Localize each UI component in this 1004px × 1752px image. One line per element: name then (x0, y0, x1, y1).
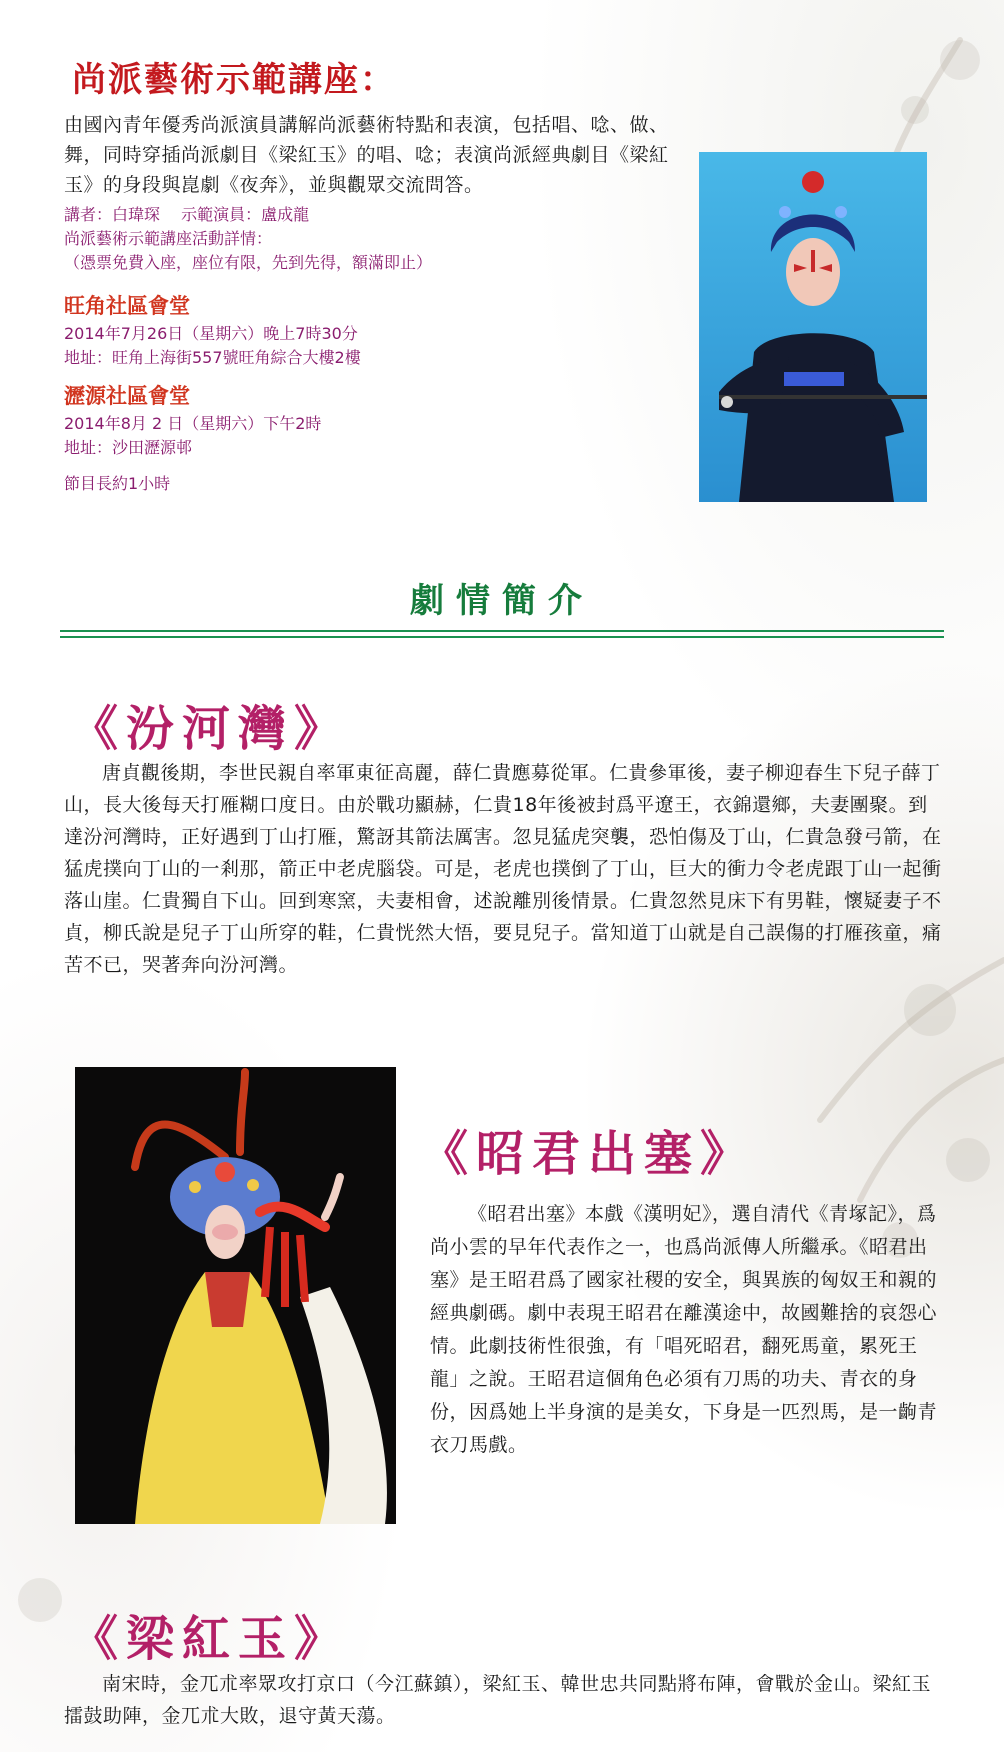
lecture-admission-note: （憑票免費入座，座位有限，先到先得，額滿即止） (64, 253, 433, 272)
play-synopsis-fenhewan: 唐貞觀後期，李世民親自率軍東征高麗，薛仁貴應募從軍。仁貴參軍後，妻子柳迎春生下兒子薛丁山，長大後每天打雁糊口度日。由於戰功顯赫，仁貴18年後被封爲平遼王，衣錦還鄉，夫妻團聚。到達汾河灣時，正好遇到丁山打雁，驚訝其箭法厲害。忽見猛虎突襲，恐怕傷及丁山，仁貴急發弓箭，在猛虎撲向丁山的一剎那，箭正中老虎腦袋。可是，老虎也撲倒了丁山，巨大的衝力令老虎跟丁山一起衝落山崖。仁貴獨自下山。回到寒窯，夫妻相會，述說離別後情景。仁貴忽然見床下有男鞋，懷疑妻子不貞，柳氏說是兒子丁山所穿的鞋，仁貴恍然大悟，要見兒子。當知道丁山就是自己誤傷的打雁孩童，痛苦不已，哭著奔向汾河灣。 (64, 762, 942, 976)
program-duration: 節目長約1小時 (64, 474, 171, 493)
venue-name: 旺角社區會堂 (64, 294, 190, 318)
play-title-zhaojun: 《昭君出塞》 (420, 1126, 757, 1182)
venue-datetime: 2014年7月26日（星期六）晚上7時30分 (64, 324, 358, 343)
heading-rule (60, 630, 944, 632)
play-synopsis-zhaojun: 《昭君出塞》本戲《漢明妃》，選自清代《青塚記》，爲尚小雲的早年代表作之一，也爲尚派傳人所繼承。《昭君出塞》是王昭君爲了國家社稷的安全，與異族的匈奴王和親的經典劇碼。劇中表現王昭君在離漢途中，故國難捨的哀怨心情。此劇技術性很強，有「唱死昭君，翻死馬童，累死王龍」之說。王昭君這個角色必須有刀馬的功夫、青衣的身份，因爲她上半身演的是美女，下身是一匹烈馬，是一齣青衣刀馬戲。 (430, 1203, 938, 1456)
venue-address: 地址：旺角上海街557號旺角綜合大樓2樓 (64, 348, 361, 367)
play-title-lianghongyu: 《梁紅玉》 (70, 1611, 351, 1667)
synopsis-heading: 劇情簡介 (410, 581, 594, 621)
heading-rule (60, 636, 944, 638)
play-synopsis-lianghongyu: 南宋時，金兀朮率眾攻打京口（今江蘇鎮），梁紅玉、韓世忠共同點將布陣，會戰於金山。梁紅玉擂鼓助陣，金兀朮大敗，退守黃天蕩。 (64, 1673, 932, 1727)
lecture-description-text: 由國內青年優秀尚派演員講解尚派藝術特點和表演，包括唱、唸、做、舞，同時穿插尚派劇目《梁紅玉》的唱、唸；表演尚派經典劇目《梁紅玉》的身段與崑劇《夜奔》，並與觀眾交流問答。 (64, 114, 669, 196)
lecture-title: 尚派藝術示範講座： (72, 60, 396, 100)
venue-address: 地址：沙田瀝源邨 (64, 438, 193, 457)
play-title-fenhewan: 《汾河灣》 (70, 701, 351, 757)
lecture-details-label: 尚派藝術示範講座活動詳情： (64, 229, 273, 248)
performer-photo-yeben (699, 152, 927, 502)
lecture-speakers: 講者：白瑋琛 示範演員：盧成龍 (64, 205, 310, 224)
performer-photo-zhaojun (75, 1067, 396, 1524)
venue-name: 瀝源社區會堂 (64, 384, 190, 408)
venue-datetime: 2014年8月 2 日（星期六）下午2時 (64, 414, 322, 433)
